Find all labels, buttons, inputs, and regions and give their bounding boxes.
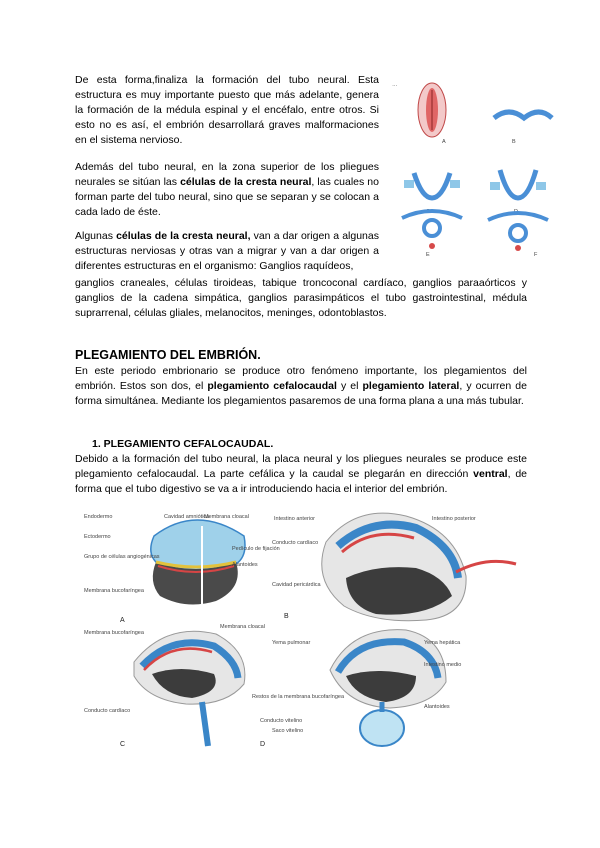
- neural-crest-derivatives-paragraph: [75, 229, 379, 274]
- panel-e-neural-tube: [402, 211, 462, 258]
- label-conducto-vitelino: Conducto vitelino: [260, 718, 303, 724]
- cephalocaudal-folding-figure: [76, 506, 528, 750]
- label-membrana-cloacal-c: Membrana cloacal: [220, 624, 265, 630]
- text-span: van a dar origen a algunas estructuras nerviosas y otras van a migrar y van a dar origen a diferentes estructuras en el organismo: Ganglios raquídeos,: [75, 230, 379, 272]
- neural-tube-figure: [384, 78, 556, 258]
- panel-label-f: F: [534, 252, 538, 258]
- label-intestino-medio: Intestino medio: [424, 662, 462, 668]
- fig-panel-a: [84, 514, 280, 624]
- label-intestino-anterior: Intestino anterior: [274, 516, 315, 522]
- panel-a-embryo: [392, 82, 446, 145]
- panel-letter-d: D: [260, 741, 266, 748]
- intro-paragraph: De esta forma,finaliza la formación del tubo neural. Esta estructura es muy importante puesto que más adelante, genera la formación de la médula espinal y el encéfalo, entre otros. Si esto no es así, el embrión desarrollará graves malformaciones en el sistema nervioso.: [75, 74, 379, 146]
- text-span: Algunas: [75, 230, 117, 242]
- panel-letter-b: B: [284, 613, 289, 620]
- cephalocaudal-paragraph: [75, 452, 527, 497]
- label-yema-hepatica: Yema hepática: [424, 640, 461, 646]
- panel-d-neural-folds: [490, 170, 546, 215]
- fig-panel-d: [252, 630, 461, 748]
- panel-c-neural-groove: [404, 173, 460, 215]
- bold-term: ventral: [473, 468, 508, 480]
- text-span: y el: [336, 380, 363, 392]
- text-span: Debido a la formación del tubo neural, la placa neural y los pliegues neurales se produce este plegamiento cefalocaudal. La parte cefálica y la caudal se plegarán en dirección: [75, 453, 527, 480]
- panel-label-a: A: [442, 139, 446, 145]
- label-alantoides-d: Alantoides: [424, 704, 450, 710]
- label-cavidad-pericardica: Cavidad pericárdica: [272, 582, 321, 588]
- panel-f-neural-tube-closed: [488, 213, 548, 258]
- fig-panel-b: [272, 513, 516, 621]
- bold-term: células de la cresta neural: [180, 176, 312, 188]
- panel-label-e: E: [426, 252, 430, 258]
- bold-term: células de la cresta neural,: [116, 230, 251, 242]
- neural-crest-paragraph: [75, 160, 379, 220]
- label-ectodermo: Ectodermo: [84, 534, 111, 540]
- text-span: , las cuales no forman parte del tubo neural, sino que se separan y se colocan a cada lado de éste.: [75, 176, 379, 218]
- label-conducto-cardiaco-c: Conducto cardíaco: [84, 708, 131, 714]
- neural-crest-derivatives-continued: ganglios craneales, células tiroideas, tabique troncoconal cardíaco, ganglios paraaórticos y ganglios de la cadena simpática, ganglios parasimpáticos el tubo gastrointestinal, médula suprarrenal, células gliales, melanocitos, meninges, odontoblastos.: [75, 277, 527, 319]
- text-span: Además del tubo neural, en la zona superior de los pliegues neurales se sitúan las: [75, 161, 379, 188]
- subsection-heading: 1. PLEGAMIENTO CEFALOCAUDAL.: [92, 438, 274, 450]
- label-membrana-bucofaringea-c: Membrana bucofaríngea: [84, 630, 144, 636]
- label-intestino-posterior: Intestino posterior: [432, 516, 476, 522]
- folding-paragraph: [75, 364, 527, 409]
- text-span: , y ocurren de forma simultánea. Mediante los plegamientos pasaremos de una forma plana a una más tubular.: [75, 380, 527, 407]
- text-span: , de forma que el tubo digestivo se va a ir introduciendo hacia el interior del embrión.: [75, 468, 528, 495]
- label-cavidad-amniotica: Cavidad amniótica: [164, 514, 210, 520]
- panel-label-b: B: [512, 139, 516, 145]
- panel-label-d: D: [514, 209, 518, 215]
- bold-term: plegamiento cefalocaudal: [207, 380, 337, 392]
- text-span: En este periodo embrionario se produce otro fenómeno importante, los plegamientos del embrión. Estos son dos, el: [75, 365, 527, 392]
- label-conducto-cardiaco: Conducto cardíaco: [272, 540, 319, 546]
- label-endodermo: Endodermo: [84, 514, 113, 520]
- label-celulas-angiogenicas: Grupo de células angiogénicas: [84, 554, 160, 560]
- label-restos-membrana: Restos de la membrana bucofaríngea: [252, 694, 345, 700]
- section-heading: PLEGAMIENTO DEL EMBRIÓN.: [75, 348, 261, 362]
- panel-letter-a: A: [120, 617, 125, 624]
- panel-label: …: [392, 82, 398, 88]
- panel-b-neural-plate: [494, 112, 552, 145]
- label-yema-pulmonar: Yema pulmonar: [272, 640, 311, 646]
- label-saco-vitelino: Saco vitelino: [272, 728, 304, 734]
- label-membrana-cloacal: Membrana cloacal: [204, 514, 249, 520]
- label-alantoides: Alantoides: [232, 562, 258, 568]
- bold-term: plegamiento lateral: [362, 380, 460, 392]
- panel-label-c: C: [426, 209, 430, 215]
- panel-letter-c: C: [120, 741, 126, 748]
- label-pediculo: Pedículo de fijación: [232, 546, 280, 552]
- fig-panel-c: [84, 624, 265, 748]
- label-membrana-bucofaringea: Membrana bucofaríngea: [84, 588, 144, 594]
